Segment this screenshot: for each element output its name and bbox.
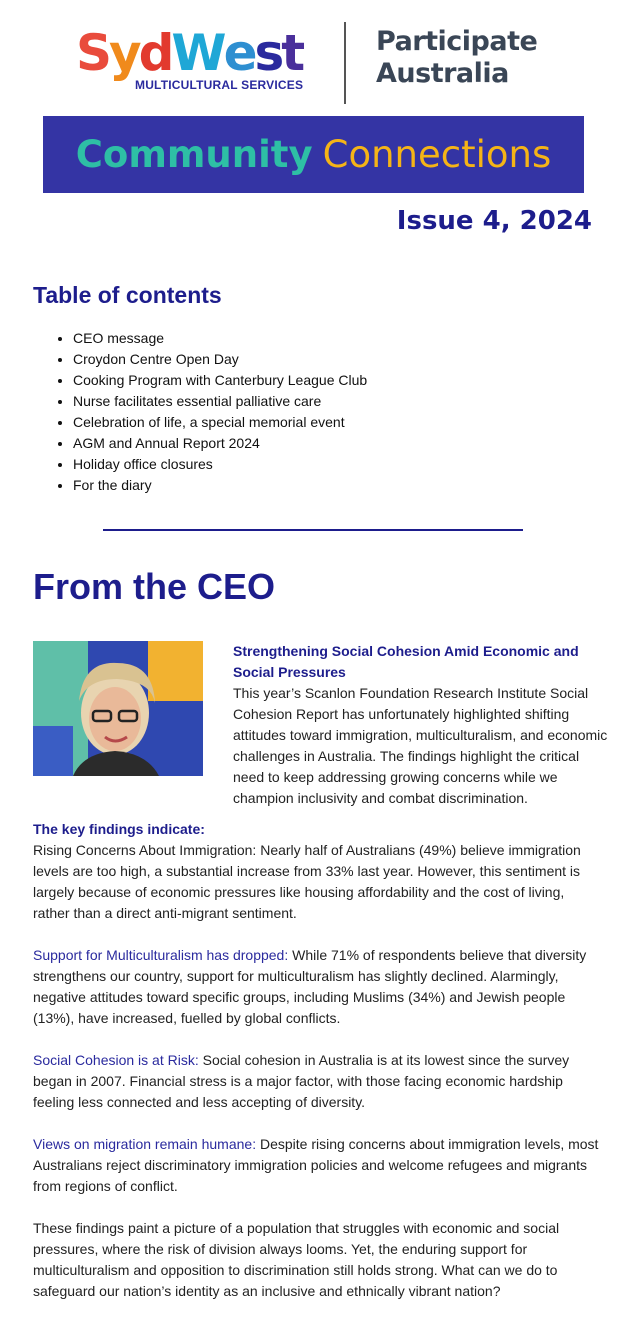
finding-migration-views bbox=[33, 1134, 603, 1197]
participate-logo-line2[interactable]: Australia bbox=[376, 58, 509, 89]
sydwest-logo-subtitle: MULTICULTURAL SERVICES bbox=[135, 78, 304, 92]
key-findings-label: The key findings indicate: bbox=[33, 821, 205, 837]
ceo-section-title: From the CEO bbox=[33, 566, 276, 607]
ceo-photo bbox=[33, 641, 203, 776]
finding-text: Despite rising concerns about immigration levels, most Australians reject discriminatory immigration policies and welcome refugees and migrants from regions of conflict. bbox=[33, 1136, 599, 1194]
logo-divider bbox=[344, 22, 346, 104]
finding-text: While 71% of respondents believe that diversity strengthens our country, support for multiculturalism has slightly declined. Alarmingly, negative attitudes toward specific groups, including Muslims (34%) and Jewish people (13%), have increased, fuelled by global conflicts. bbox=[33, 947, 587, 1026]
sydwest-logo-letter: s bbox=[254, 24, 282, 82]
issue-label: Issue 4, 2024 bbox=[396, 206, 592, 236]
toc-title: Table of contents bbox=[33, 282, 222, 308]
ceo-article-heading: Strengthening Social Cohesion Amid Economic and Social Pressures bbox=[233, 643, 579, 680]
header-logos bbox=[0, 18, 636, 108]
finding-cohesion bbox=[33, 1050, 603, 1113]
toc-item[interactable]: • Cooking Program with Canterbury League Club bbox=[73, 370, 367, 391]
finding-lead: Social Cohesion is at Risk: bbox=[33, 1052, 199, 1068]
finding-immigration: Rising Concerns About Immigration: Nearly half of Australians (49%) believe immigration levels are too high, a substantial increase from 33% last year. However, this sentiment is largely because of economic pressures like housing affordability and the cost of living, rather than a direct anti-migrant sentiment. bbox=[33, 842, 581, 921]
ceo-intro-text: This year’s Scanlon Foundation Research Institute Social Cohesion Report has unfortunately highlighted shifting attitudes toward immigration, multiculturalism, and economic challenges in Australia. The findings highlight the critical need to keep addressing growing concerns while we champion inclusivity and combat discrimination. bbox=[233, 685, 608, 806]
finding-text: Social cohesion in Australia is at its lowest since the survey began in 2007. Financial stress is a major factor, with those facing economic hardship feeling less connected and less accepting of diversity. bbox=[33, 1052, 570, 1110]
toc-list bbox=[33, 328, 367, 496]
sydwest-logo-letter: d bbox=[138, 24, 172, 82]
finding-multiculturalism bbox=[33, 945, 603, 1029]
toc-item[interactable]: • Celebration of life, a special memorial event bbox=[73, 412, 367, 433]
participate-logo-line1[interactable]: Participate bbox=[376, 26, 538, 57]
sydwest-logo[interactable] bbox=[76, 26, 302, 80]
ceo-intro bbox=[233, 641, 613, 809]
finding-lead: Views on migration remain humane: bbox=[33, 1136, 257, 1152]
banner-word-connections: Connections bbox=[322, 133, 552, 176]
sydwest-logo-letter: y bbox=[109, 24, 139, 82]
finding-lead: Support for Multiculturalism has dropped: bbox=[33, 947, 289, 963]
toc-item[interactable]: • Nurse facilitates essential palliative care bbox=[73, 391, 367, 412]
toc-item[interactable]: • Croydon Centre Open Day bbox=[73, 349, 367, 370]
section-divider bbox=[103, 529, 523, 531]
sydwest-logo-letter: e bbox=[223, 24, 255, 82]
sydwest-logo-letter: t bbox=[281, 24, 303, 82]
sydwest-logo-letter: W bbox=[171, 24, 224, 82]
toc-item[interactable]: • CEO message bbox=[73, 328, 367, 349]
ceo-body bbox=[33, 819, 603, 1323]
newsletter-banner bbox=[43, 116, 584, 193]
ceo-conclusion: These findings paint a picture of a population that struggles with economic and social pressures, where the risk of division always looms. Yet, the enduring support for multiculturalism and opposition to discrimination still holds strong. What can we do to safeguard our nation’s identity as an inclusive and ethnically vibrant nation? bbox=[33, 1220, 560, 1299]
sydwest-logo-letter: S bbox=[76, 24, 110, 82]
toc-item[interactable]: • Holiday office closures bbox=[73, 454, 367, 475]
toc-item[interactable]: • For the diary bbox=[73, 475, 367, 496]
banner-word-community: Community bbox=[75, 133, 313, 176]
toc-item[interactable]: • AGM and Annual Report 2024 bbox=[73, 433, 367, 454]
